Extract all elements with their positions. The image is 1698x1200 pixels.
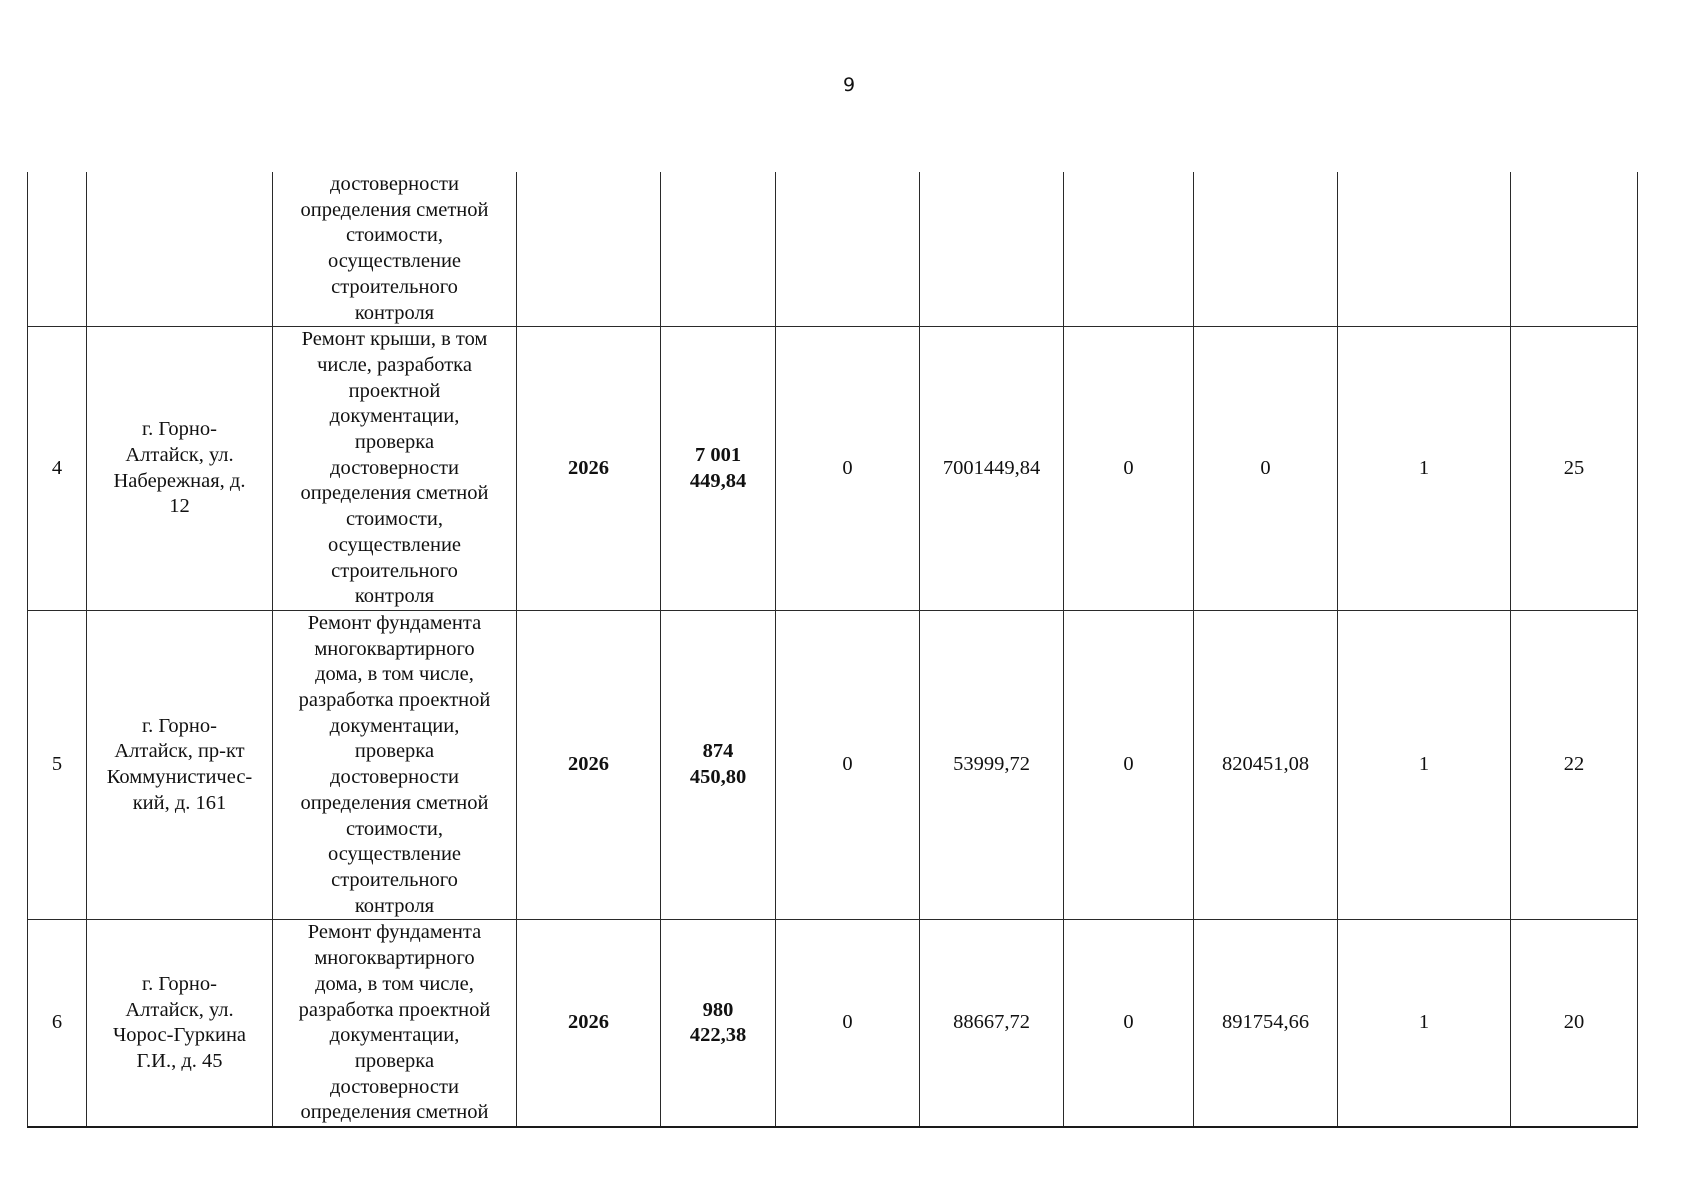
- funding-cell: 0: [776, 610, 920, 919]
- funding-cell: [1064, 172, 1194, 327]
- table-row: [28, 610, 1638, 919]
- count-cell: [1338, 172, 1511, 327]
- funding-cell: 0: [1194, 327, 1338, 611]
- last-column-cell: 22: [1511, 610, 1638, 919]
- funding-cell: 0: [776, 327, 920, 611]
- funding-cell: [920, 172, 1064, 327]
- last-column-cell: 25: [1511, 327, 1638, 611]
- work-type-cell: Ремонт фундамента многоквартирного дома, в том числе, разработка проектной документации, проверка достоверности определения сметной стоимости, осуществление строительного контроля: [273, 610, 517, 919]
- table-row: [28, 920, 1638, 1127]
- row-number-cell: 5: [28, 610, 87, 919]
- row-number-cell: 6: [28, 920, 87, 1127]
- funding-cell: 0: [1064, 327, 1194, 611]
- year-cell: 2026: [517, 610, 661, 919]
- year-cell: [517, 172, 661, 327]
- funding-cell: 0: [1064, 920, 1194, 1127]
- address-cell: г. Горно- Алтайск, ул. Набережная, д. 12: [87, 327, 273, 611]
- funding-cell: [776, 172, 920, 327]
- page-number: 9: [842, 74, 856, 96]
- address-cell: [87, 172, 273, 327]
- work-type-cell: Ремонт крыши, в том числе, разработка проектной документации, проверка достоверности определения сметной стоимости, осуществление строительного контроля: [273, 327, 517, 611]
- funding-cell: 0: [776, 920, 920, 1127]
- row-number-cell: [28, 172, 87, 327]
- last-column-cell: [1511, 172, 1638, 327]
- funding-cell: 820451,08: [1194, 610, 1338, 919]
- last-column-cell: 20: [1511, 920, 1638, 1127]
- address-cell: г. Горно- Алтайск, пр-кт Коммунистичес- кий, д. 161: [87, 610, 273, 919]
- count-cell: 1: [1338, 327, 1511, 611]
- total-cost-cell: 874 450,80: [661, 610, 776, 919]
- year-cell: 2026: [517, 920, 661, 1127]
- count-cell: 1: [1338, 610, 1511, 919]
- funding-cell: 88667,72: [920, 920, 1064, 1127]
- funding-cell: 53999,72: [920, 610, 1064, 919]
- table-row: [28, 327, 1638, 611]
- work-type-cell: Ремонт фундамента многоквартирного дома, в том числе, разработка проектной документации, проверка достоверности определения сметной: [273, 920, 517, 1127]
- funding-cell: [1194, 172, 1338, 327]
- funding-cell: 7001449,84: [920, 327, 1064, 611]
- repair-works-table: [27, 172, 1638, 1128]
- total-cost-cell: [661, 172, 776, 327]
- funding-cell: 891754,66: [1194, 920, 1338, 1127]
- total-cost-cell: 980 422,38: [661, 920, 776, 1127]
- table-row: [28, 172, 1638, 327]
- funding-cell: 0: [1064, 610, 1194, 919]
- row-number-cell: 4: [28, 327, 87, 611]
- total-cost-cell: 7 001 449,84: [661, 327, 776, 611]
- address-cell: г. Горно- Алтайск, ул. Чорос-Гуркина Г.И., д. 45: [87, 920, 273, 1127]
- work-type-cell: достоверности определения сметной стоимости, осуществление строительного контроля: [273, 172, 517, 327]
- count-cell: 1: [1338, 920, 1511, 1127]
- year-cell: 2026: [517, 327, 661, 611]
